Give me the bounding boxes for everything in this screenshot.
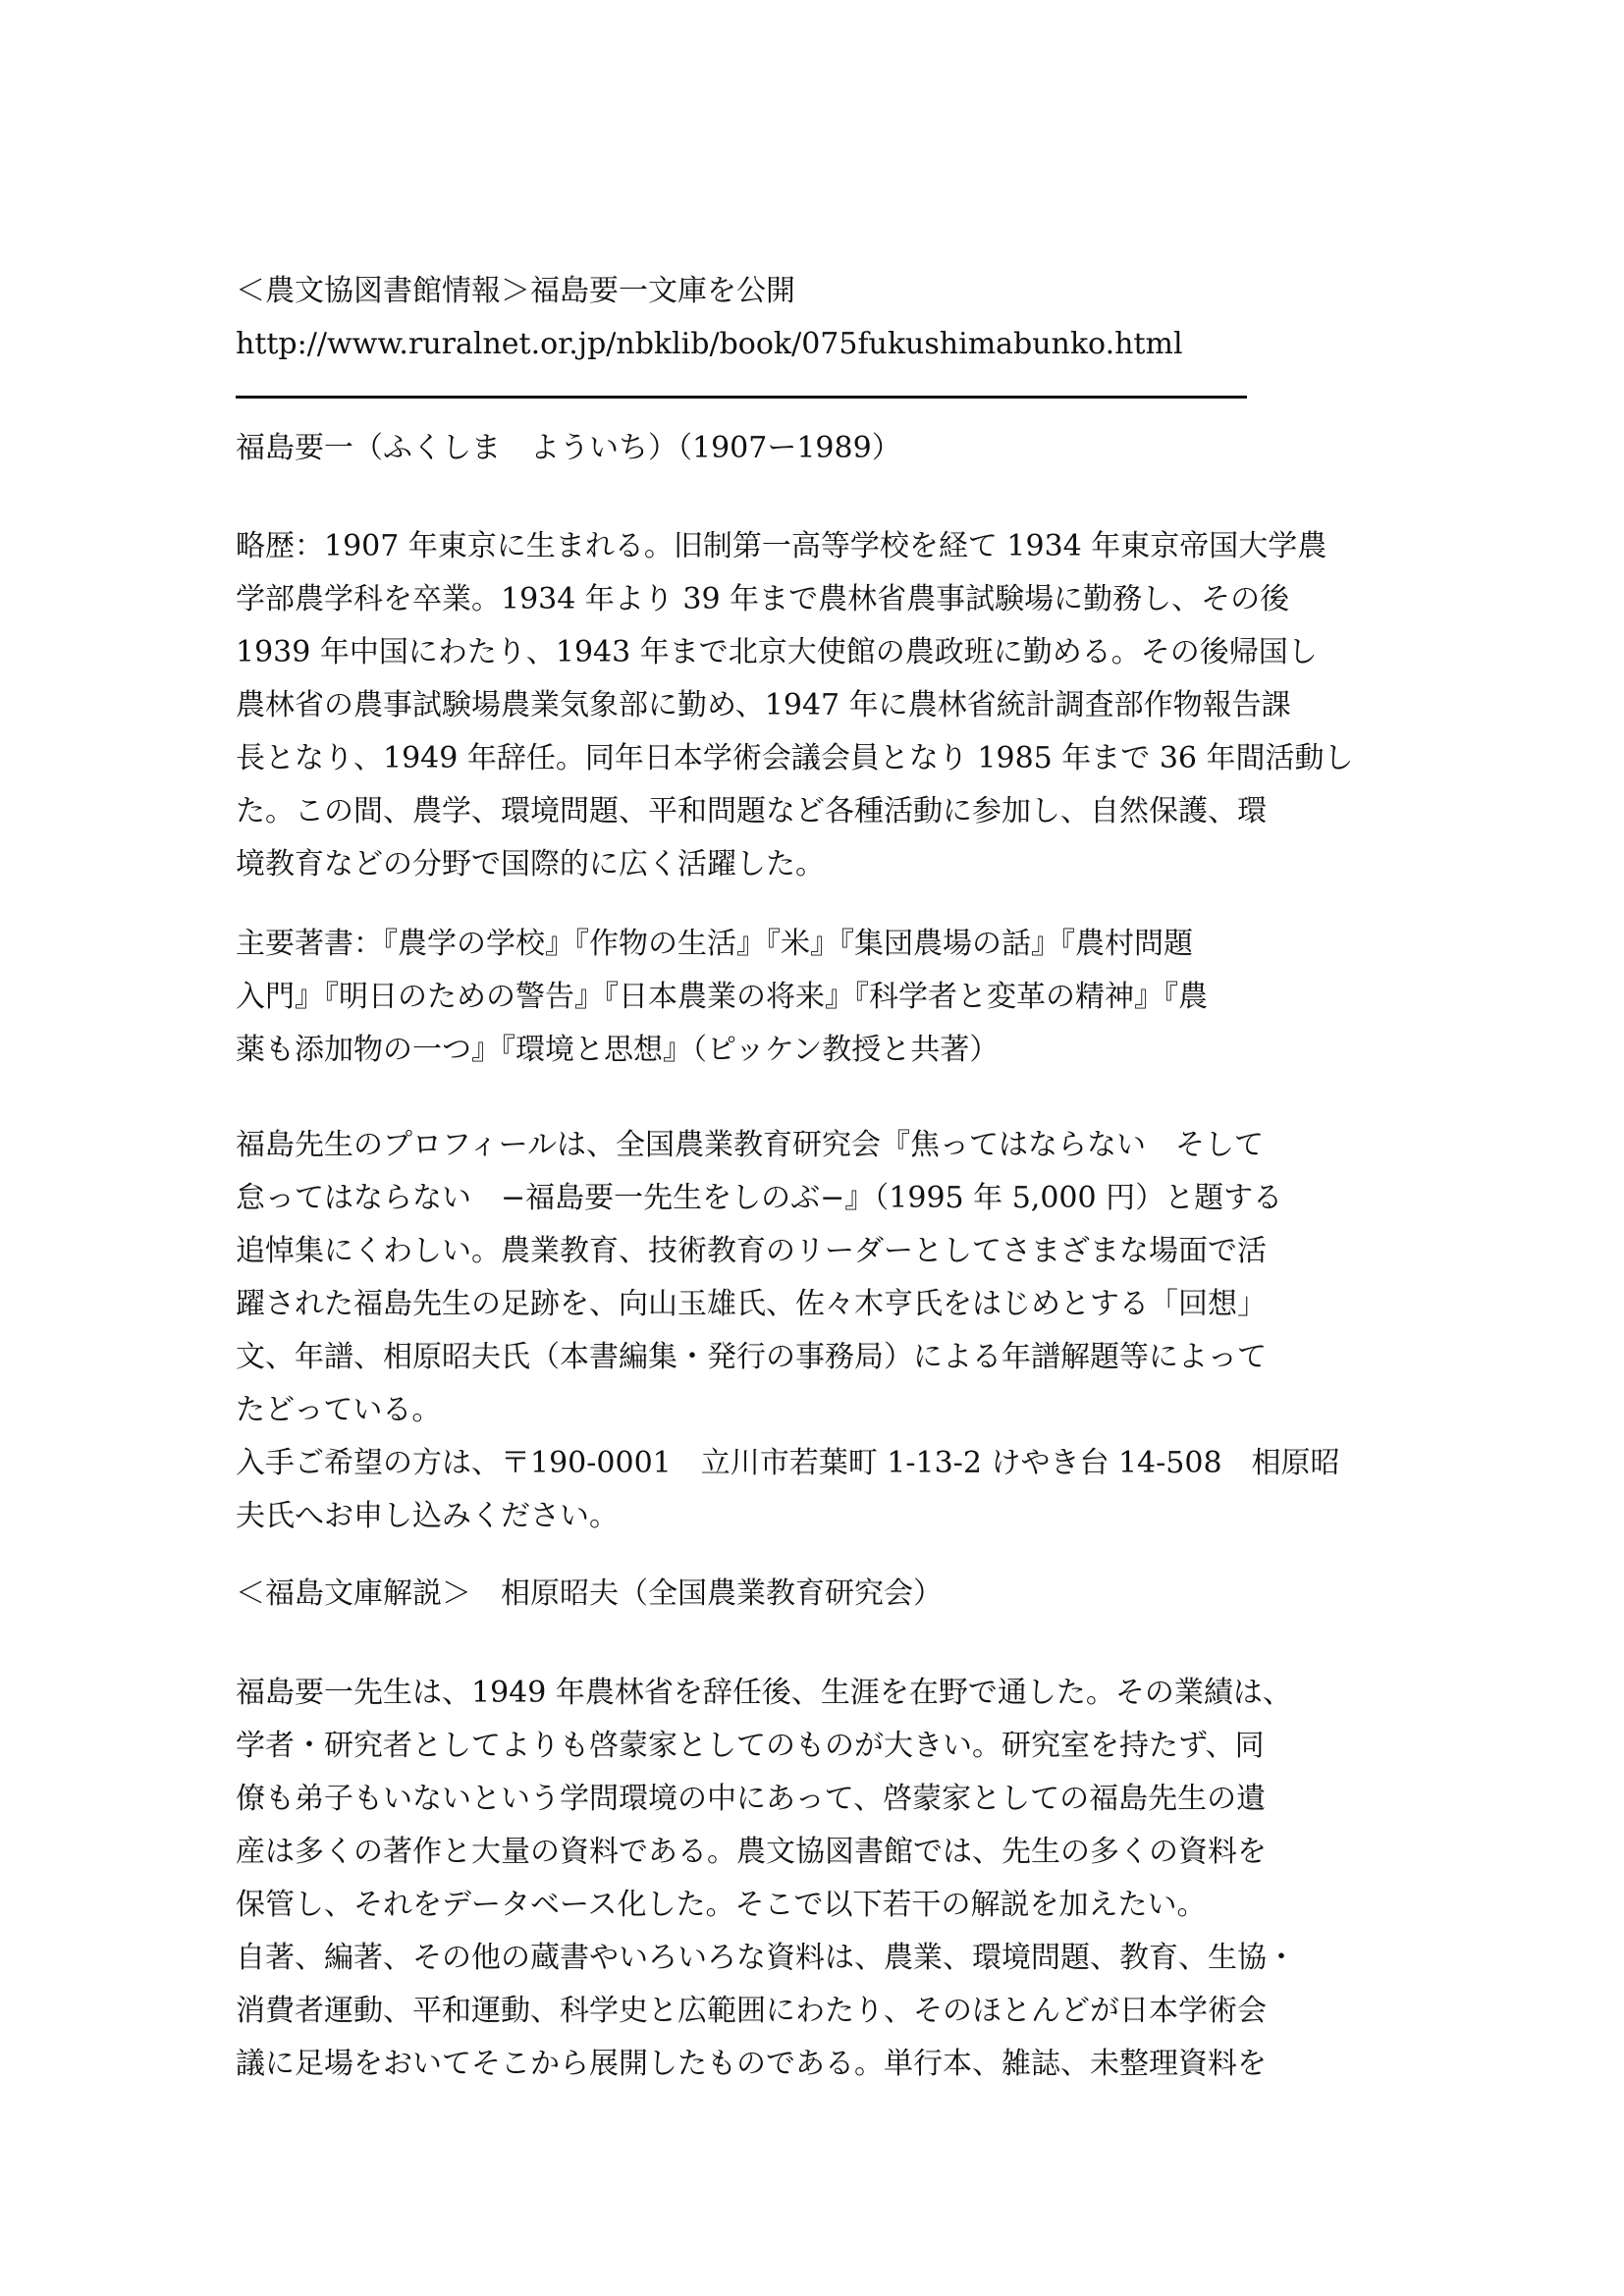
text-line: 夫氏へお申し込みください。 bbox=[236, 1499, 619, 1533]
profile-paragraph bbox=[236, 1119, 1340, 1543]
works-paragraph bbox=[236, 918, 1326, 1077]
name-section bbox=[236, 422, 1326, 475]
text-line: 文、年譜、相原昭夫氏（本書編集・発行の事務局）による年譜解題等によって bbox=[236, 1340, 1267, 1374]
text-line: 怠ってはならない −福島要一先生をしのぶ−』（1995 年 5,000 円）と題する bbox=[236, 1181, 1283, 1215]
text-line: 議に足場をおいてそこから展開したものである。単行本、雑誌、未整理資料を bbox=[236, 2047, 1267, 2081]
text-line: 保管し、それをデータベース化した。そこで以下若干の解説を加えたい。 bbox=[236, 1888, 1207, 1922]
commentary-paragraph bbox=[236, 1667, 1326, 2091]
text-line: た。この間、農学、環境問題、平和問題など各種活動に参加し、自然保護、環 bbox=[236, 794, 1267, 828]
text-line: 僚も弟子もいないという学問環境の中にあって、啓蒙家としての福島先生の遺 bbox=[236, 1782, 1267, 1816]
text-line: 薬も添加物の一つ』『環境と思想』（ピッケン教授と共著） bbox=[236, 1033, 1000, 1067]
text-line: 学者・研究者としてよりも啓蒙家としてのものが大きい。研究室を持たず、同 bbox=[236, 1729, 1265, 1763]
text-line: 主要著書：『農学の学校』『作物の生活』『米』『集団農場の話』『農村問題 bbox=[236, 927, 1193, 961]
commentary-heading-section bbox=[236, 1568, 1326, 1621]
commentary-heading: ＜福島文庫解説＞ 相原昭夫（全国農業教育研究会） bbox=[236, 1576, 943, 1611]
text-line: 消費者運動、平和運動、科学史と広範囲にわたり、そのほとんどが日本学術会 bbox=[236, 1994, 1267, 2028]
text-line: 学部農学科を卒業。1934 年より 39 年まで農林省農事試験場に勤務し、その後 bbox=[236, 582, 1290, 616]
text-line: 農林省の農事試験場農業気象部に勤め、1947 年に農林省統計調査部作物報告課 bbox=[236, 688, 1291, 722]
source-url: http://www.ruralnet.or.jp/nbklib/book/075fukushimabunko.html bbox=[236, 327, 1183, 361]
text-line: 境教育などの分野で国際的に広く活躍した。 bbox=[236, 847, 825, 881]
text-line: 自著、編著、その他の蔵書やいろいろな資料は、農業、環境問題、教育、生協・ bbox=[236, 1941, 1296, 1975]
text-line: 略歴：1907 年東京に生まれる。旧制第一高等学校を経て 1934 年東京帝国大学農 bbox=[236, 529, 1327, 563]
person-name-line: 福島要一（ふくしま よういち）（1907ー1989） bbox=[236, 431, 901, 465]
document-title: ＜農文協図書館情報＞福島要一文庫を公開 bbox=[236, 274, 795, 308]
text-line: たどっている。 bbox=[236, 1393, 442, 1427]
text-line: 躍された福島先生の足跡を、向山玉雄氏、佐々木亨氏をはじめとする「回想」 bbox=[236, 1287, 1267, 1321]
text-line: 産は多くの著作と大量の資料である。農文協図書館では、先生の多くの資料を bbox=[236, 1835, 1267, 1869]
text-line: 入手ご希望の方は、〒190-0001 立川市若葉町 1-13-2 けやき台 14-508 相原昭 bbox=[236, 1446, 1340, 1480]
text-line: 追悼集にくわしい。農業教育、技術教育のリーダーとしてさまざまな場面で活 bbox=[236, 1234, 1267, 1268]
header-divider bbox=[236, 396, 1247, 399]
text-line: 長となり、1949 年辞任。同年日本学術会議会員となり 1985 年まで 36 年間活動し bbox=[236, 741, 1354, 775]
text-line: 1939 年中国にわたり、1943 年まで北京大使館の農政班に勤める。その後帰国し bbox=[236, 635, 1318, 669]
text-line: 福島要一先生は、1949 年農林省を辞任後、生涯を在野で通した。その業績は、 bbox=[236, 1676, 1292, 1710]
text-line: 福島先生のプロフィールは、全国農業教育研究会『焦ってはならない そして bbox=[236, 1128, 1264, 1162]
document-header bbox=[236, 265, 1326, 371]
text-line: 入門』『明日のための警告』『日本農業の将来』『科学者と変革の精神』『農 bbox=[236, 980, 1208, 1014]
biography-paragraph bbox=[236, 520, 1354, 891]
